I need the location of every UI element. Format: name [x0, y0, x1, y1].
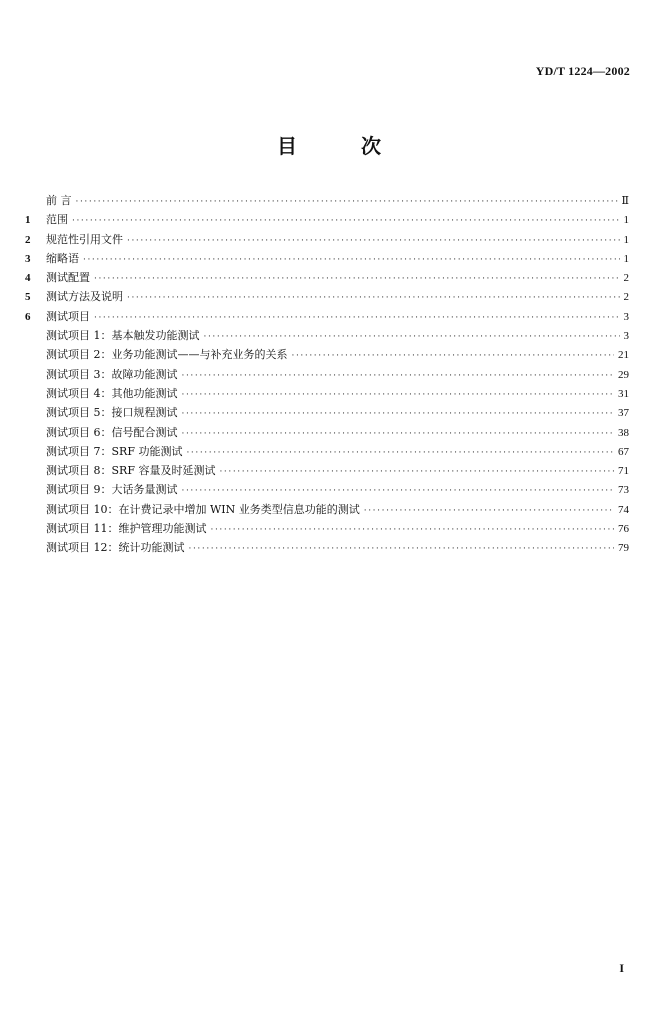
dot-leader	[219, 468, 614, 477]
toc-entry[interactable]	[25, 211, 629, 230]
dot-leader	[127, 294, 620, 303]
toc-entry-label: 测试项目 11：维护管理功能测试	[46, 522, 207, 536]
dot-leader	[292, 352, 615, 361]
toc-entry-page: 74	[618, 503, 629, 516]
dot-leader	[182, 372, 615, 381]
toc-entry-label: 测试项目 8：SRF 容量及时延测试	[46, 464, 216, 478]
dot-leader	[204, 333, 620, 342]
dot-leader	[182, 410, 615, 419]
toc-entry[interactable]	[25, 520, 629, 539]
toc-entry-number: 3	[25, 252, 31, 265]
toc-entry[interactable]	[25, 462, 629, 481]
toc-entry-label: 测试项目 12：统计功能测试	[46, 541, 185, 555]
dot-leader	[364, 507, 614, 516]
toc-entry-page: 1	[623, 252, 629, 265]
toc-entry-page: 3	[623, 330, 629, 343]
toc-entry[interactable]	[25, 269, 629, 288]
toc-entry-page: 1	[623, 233, 629, 246]
dot-leader	[76, 198, 618, 207]
toc-entry-label: 测试项目 4：其他功能测试	[46, 386, 178, 400]
toc-entry-label: 规范性引用文件	[46, 232, 123, 246]
toc-entry-page: 1	[623, 214, 629, 227]
toc-entry-label: 测试方法及说明	[46, 290, 123, 304]
toc-entry-page: 3	[623, 310, 629, 323]
dot-leader	[182, 430, 615, 439]
dot-leader	[211, 526, 615, 535]
toc-entry-page: 31	[618, 387, 629, 400]
toc-entry-page: 29	[618, 368, 629, 381]
toc-entry-page: 76	[618, 523, 629, 536]
toc-entry[interactable]	[25, 250, 629, 269]
table-of-contents	[25, 192, 629, 559]
toc-entry[interactable]	[25, 424, 629, 443]
toc-entry-label: 测试项目 1：基本触发功能测试	[46, 329, 200, 343]
toc-heading-char-2: 次	[361, 134, 381, 158]
dot-leader	[94, 275, 620, 284]
toc-entry-page: 73	[618, 484, 629, 497]
toc-entry-page: 79	[618, 542, 629, 555]
toc-entry-label: 测试项目 5：接口规程测试	[46, 406, 178, 420]
toc-entry-page: 2	[623, 291, 629, 304]
toc-entry-number: 4	[25, 272, 31, 285]
toc-entry-page: 21	[618, 349, 629, 362]
toc-entry-number: 1	[25, 214, 31, 227]
toc-entry-label: 范围	[46, 213, 68, 227]
toc-entry-page: Ⅱ	[621, 195, 629, 207]
dot-leader	[127, 237, 620, 246]
toc-entry[interactable]	[25, 346, 629, 365]
toc-entry-number: 5	[25, 291, 31, 304]
toc-entry[interactable]	[25, 501, 629, 520]
toc-entry[interactable]	[25, 443, 629, 462]
toc-entry-label: 缩略语	[46, 251, 79, 265]
toc-entry-page: 37	[618, 407, 629, 420]
toc-heading-char-1: 目	[277, 134, 297, 158]
toc-entry[interactable]	[25, 288, 629, 307]
toc-entry[interactable]	[25, 366, 629, 385]
dot-leader	[186, 449, 614, 458]
toc-entry-label: 测试项目 10：在计费记录中增加 WIN 业务类型信息功能的测试	[46, 502, 360, 516]
dot-leader	[72, 217, 620, 226]
dot-leader	[182, 487, 615, 496]
toc-entry-label: 前 言	[46, 194, 72, 207]
page-number: I	[619, 961, 624, 975]
toc-entry[interactable]	[25, 327, 629, 346]
dot-leader	[189, 545, 615, 554]
toc-entry-label: 测试项目	[46, 309, 90, 323]
toc-entry-label: 测试项目 6：信号配合测试	[46, 425, 178, 439]
standard-number: YD/T 1224—2002	[535, 64, 630, 78]
toc-entry-label: 测试配置	[46, 271, 90, 285]
dot-leader	[94, 314, 620, 323]
toc-entry-page: 38	[618, 426, 629, 439]
toc-entry-page: 2	[623, 272, 629, 285]
toc-entry-label: 测试项目 3：故障功能测试	[46, 367, 178, 381]
toc-entry-page: 67	[618, 445, 629, 458]
dot-leader	[83, 256, 620, 265]
toc-heading	[0, 130, 658, 159]
toc-entry[interactable]	[25, 231, 629, 250]
toc-entry[interactable]	[25, 308, 629, 327]
toc-entry-number: 6	[25, 310, 31, 323]
toc-entry[interactable]	[25, 539, 629, 558]
toc-entry-number: 2	[25, 233, 31, 246]
toc-entry-label: 测试项目 2：业务功能测试——与补充业务的关系	[46, 348, 288, 362]
toc-entry-label: 测试项目 9：大话务量测试	[46, 483, 178, 497]
toc-entry-label: 测试项目 7：SRF 功能测试	[46, 444, 183, 458]
toc-entry-page: 71	[618, 465, 629, 478]
toc-entry[interactable]	[25, 404, 629, 423]
toc-entry[interactable]	[25, 481, 629, 500]
toc-entry[interactable]	[25, 385, 629, 404]
toc-entry[interactable]	[25, 192, 629, 211]
dot-leader	[182, 391, 615, 400]
